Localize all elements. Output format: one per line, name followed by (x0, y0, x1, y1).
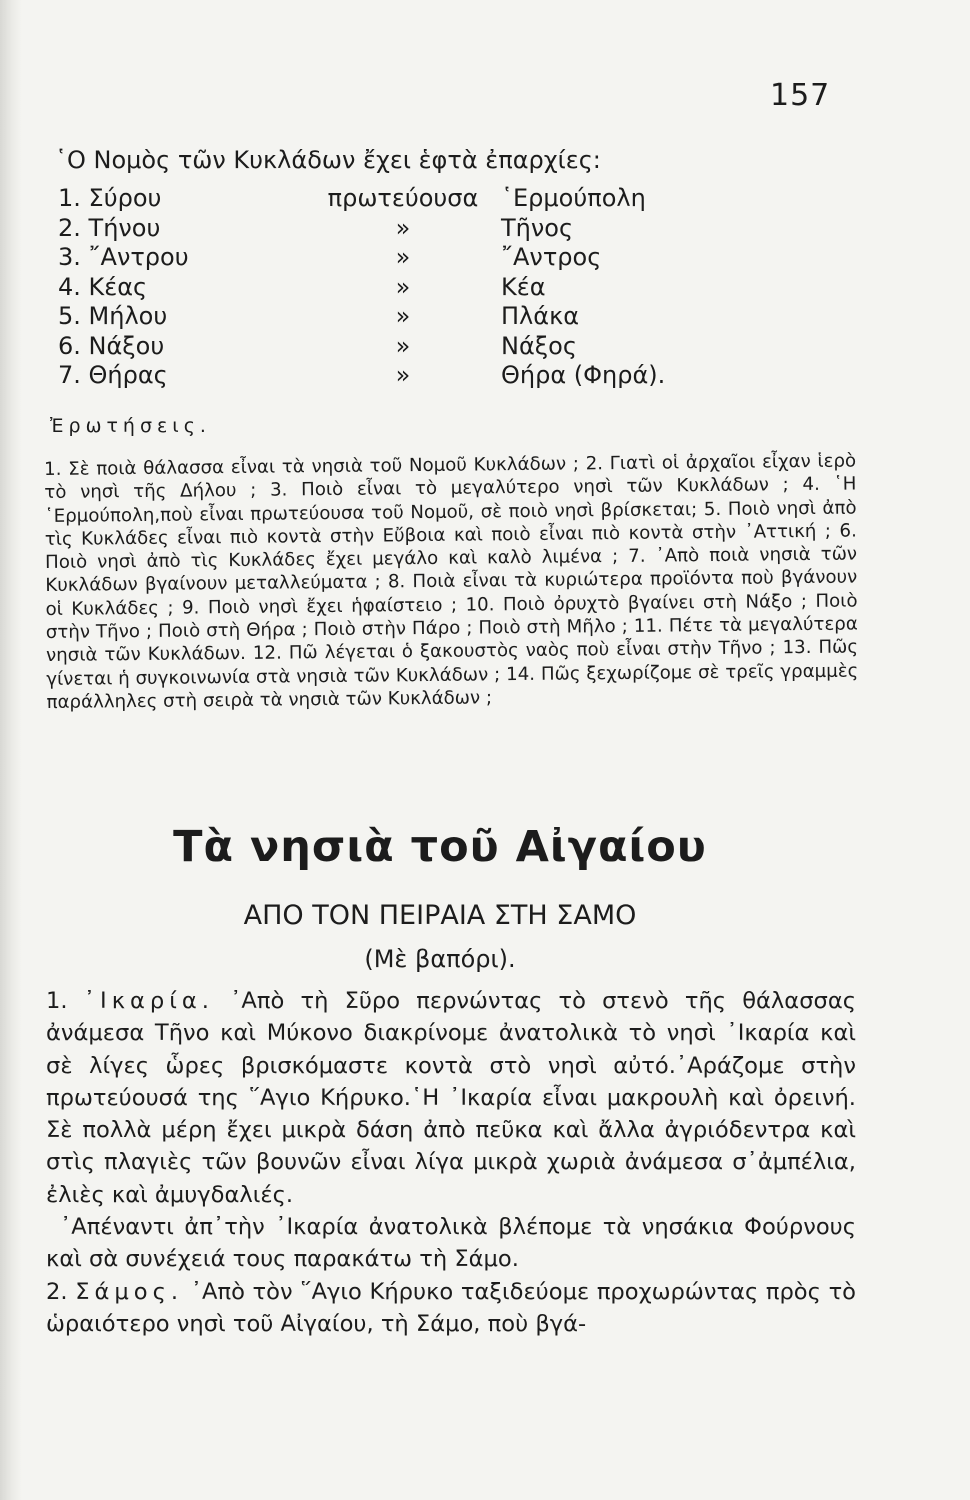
province-label: πρωτεύουσα (327, 184, 479, 212)
province-name: 6. Νάξου (58, 331, 165, 360)
province-capital: Θήρα (Φηρά). (501, 361, 666, 389)
provinces-table (58, 184, 665, 391)
paragraph-text: ᾿Απὸ τὸν ῞Αγιο Κήρυκο ταξιδεύομε προχωρώντας πρὸς τὸ ὡραιότερο νησὶ τοῦ Αἰγαίου, τὴ Σάμο, ποὺ βγά- (46, 1278, 856, 1337)
page-gutter-edge (0, 0, 22, 1500)
paragraph-ikaria (46, 985, 856, 1211)
province-capital: Τῆνος (501, 213, 574, 242)
paragraph-number: 2. (46, 1278, 76, 1305)
province-capital: ῾Ερμούπολη (501, 184, 646, 212)
province-name: 1. Σύρου (58, 184, 162, 212)
province-row (58, 361, 665, 391)
route-title: ΑΠΟ ΤΟΝ ΠΕΙΡΑΙΑ ΣΤΗ ΣΑΜΟ (243, 900, 637, 931)
province-row (58, 214, 665, 244)
province-name: 2. Τήνου (58, 213, 161, 242)
paragraph-text: ᾿Απὸ τὴ Σῦρο περνώντας τὸ στενὸ τῆς θάλασσας ἀνάμεσα Τῆνο καὶ Μύκονο διακρίνομε ἀνατολικὰ τὸ νησὶ ᾿Ικαρία καὶ σὲ λίγες ὧρες βρισκόμαστε κοντὰ στὸ νησὶ αὐτό.᾿Αράζομε στὴν πρωτεύουσά της ῞Αγιο Κήρυκο.῾Η ᾿Ικαρία εἶναι μακρουλὴ καὶ ὀρεινή. Σὲ πολλὰ μέρη ἔχει μικρὰ δάση ἀπὸ πεῦκα καὶ ἄλλα ἀγριόδεντρα καὶ στὶς πλαγιὲς τῶν βουνῶν εἶναι λίγα μικρὰ χωριὰ ἀνάμεσα σ᾿ἀμπέλια, ἐλιὲς καὶ ἀμυγδαλιές. (46, 988, 856, 1208)
questions-heading: Ἐρωτήσεις. (50, 415, 211, 437)
province-capital: Πλάκα (501, 302, 580, 330)
page-number: 157 (770, 78, 831, 113)
province-label: » (395, 302, 411, 330)
province-row (58, 302, 665, 332)
provinces-intro: ῾Ο Νομὸς τῶν Κυκλάδων ἔχει ἑφτὰ ἐπαρχίες: (55, 146, 601, 174)
province-row (58, 273, 665, 303)
paragraph-samos (46, 1276, 856, 1341)
body-text (46, 985, 856, 1340)
province-capital: Νάξος (501, 331, 577, 360)
province-label: » (395, 331, 411, 360)
paragraph-number: 1. (46, 988, 84, 1014)
province-capital: ῎Αντρος (501, 243, 602, 271)
route-subtitle: (Μὲ βαπόρι). (364, 945, 516, 973)
section-title: Τὰ νησιὰ τοῦ Αἰγαίου (173, 822, 707, 872)
province-capital: Κέα (501, 272, 546, 301)
province-label: » (395, 361, 411, 389)
paragraph-fournoi: ᾿Απέναντι ἀπ᾿τὴν ᾿Ικαρία ἀνατολικὰ βλέπομε τὰ νησάκια Φούρνους καὶ σὰ συνέχειά τους παρακάτω τὴ Σάμο. (46, 1214, 856, 1273)
province-label: » (395, 272, 411, 301)
province-name: 7. Θήρας (58, 361, 168, 389)
province-row (58, 332, 665, 362)
island-name-ikaria: ᾿Ικαρία. (83, 988, 214, 1014)
province-label: » (395, 243, 411, 271)
province-row (58, 184, 665, 214)
province-row (58, 243, 665, 273)
province-name: 5. Μήλου (58, 302, 168, 330)
province-name: 3. ῎Αντρου (58, 243, 189, 271)
questions-text: 1. Σὲ ποιὰ θάλασσα εἶναι τὰ νησιὰ τοῦ Νομοῦ Κυκλάδων ; 2. Γιατὶ οἱ ἀρχαῖοι εἶχαν ἱερὸ τὸ νησὶ τῆς Δήλου ; 3. Ποιὸ εἶναι τὸ μεγαλύτερο νησὶ τῶν Κυκλάδων ; 4. ῾Η ῾Ερμούπολη,ποὺ εἶναι πρωτεύουσα τοῦ Νομοῦ, σὲ ποιὸ νησὶ βρίσκεται; 5. Ποιὸ νησὶ ἀπὸ τὶς Κυκλάδες εἶναι πιὸ κοντὰ στὴν Εὔβοια καὶ ποιὸ εἶναι πιὸ κοντὰ στὴν ᾿Αττική ; 6. Ποιὸ νησὶ ἀπὸ τὶς Κυκλάδες ἔχει μεγάλο καὶ καλὸ λιμένα ; 7. ᾿Απὸ ποιὰ νησιὰ τῶν Κυκλάδων βγαίνουν μεταλλεύματα ; 8. Ποιὰ εἶναι τὰ κυριώτερα προϊόντα ποὺ βγάνουν οἱ Κυκλάδες ; 9. Ποιὸ νησὶ ἔχει ἡφαίστειο ; 10. Ποιὸ ὀρυχτὸ βγαίνει στὴ Νάξο ; Ποιὸ στὴν Τῆνο ; Ποιὸ στὴ Θήρα ; Ποιὸ στὴν Πάρο ; Ποιὸ στὴ Μῆλο ; 11. Πέτε τὰ μεγαλύτερα νησιὰ τῶν Κυκλάδων. 12. Πῶ λέγεται ὁ ξακουστὸς ναὸς ποὺ εἶναι στὴν Τῆνο ; 13. Πῶς γίνεται ἡ συγκοινωνία στὰ νησιὰ τῶν Κυκλάδων ; 14. Πῶς ξεχωρίζομε σὲ τρεῖς γραμμὲς παράλληλες στὴ σειρὰ τὰ νησιὰ τῶν Κυκλάδων ; (44, 450, 859, 713)
province-label: » (395, 213, 411, 242)
province-name: 4. Κέας (58, 272, 148, 301)
island-name-samos: Σάμος. (75, 1278, 184, 1305)
